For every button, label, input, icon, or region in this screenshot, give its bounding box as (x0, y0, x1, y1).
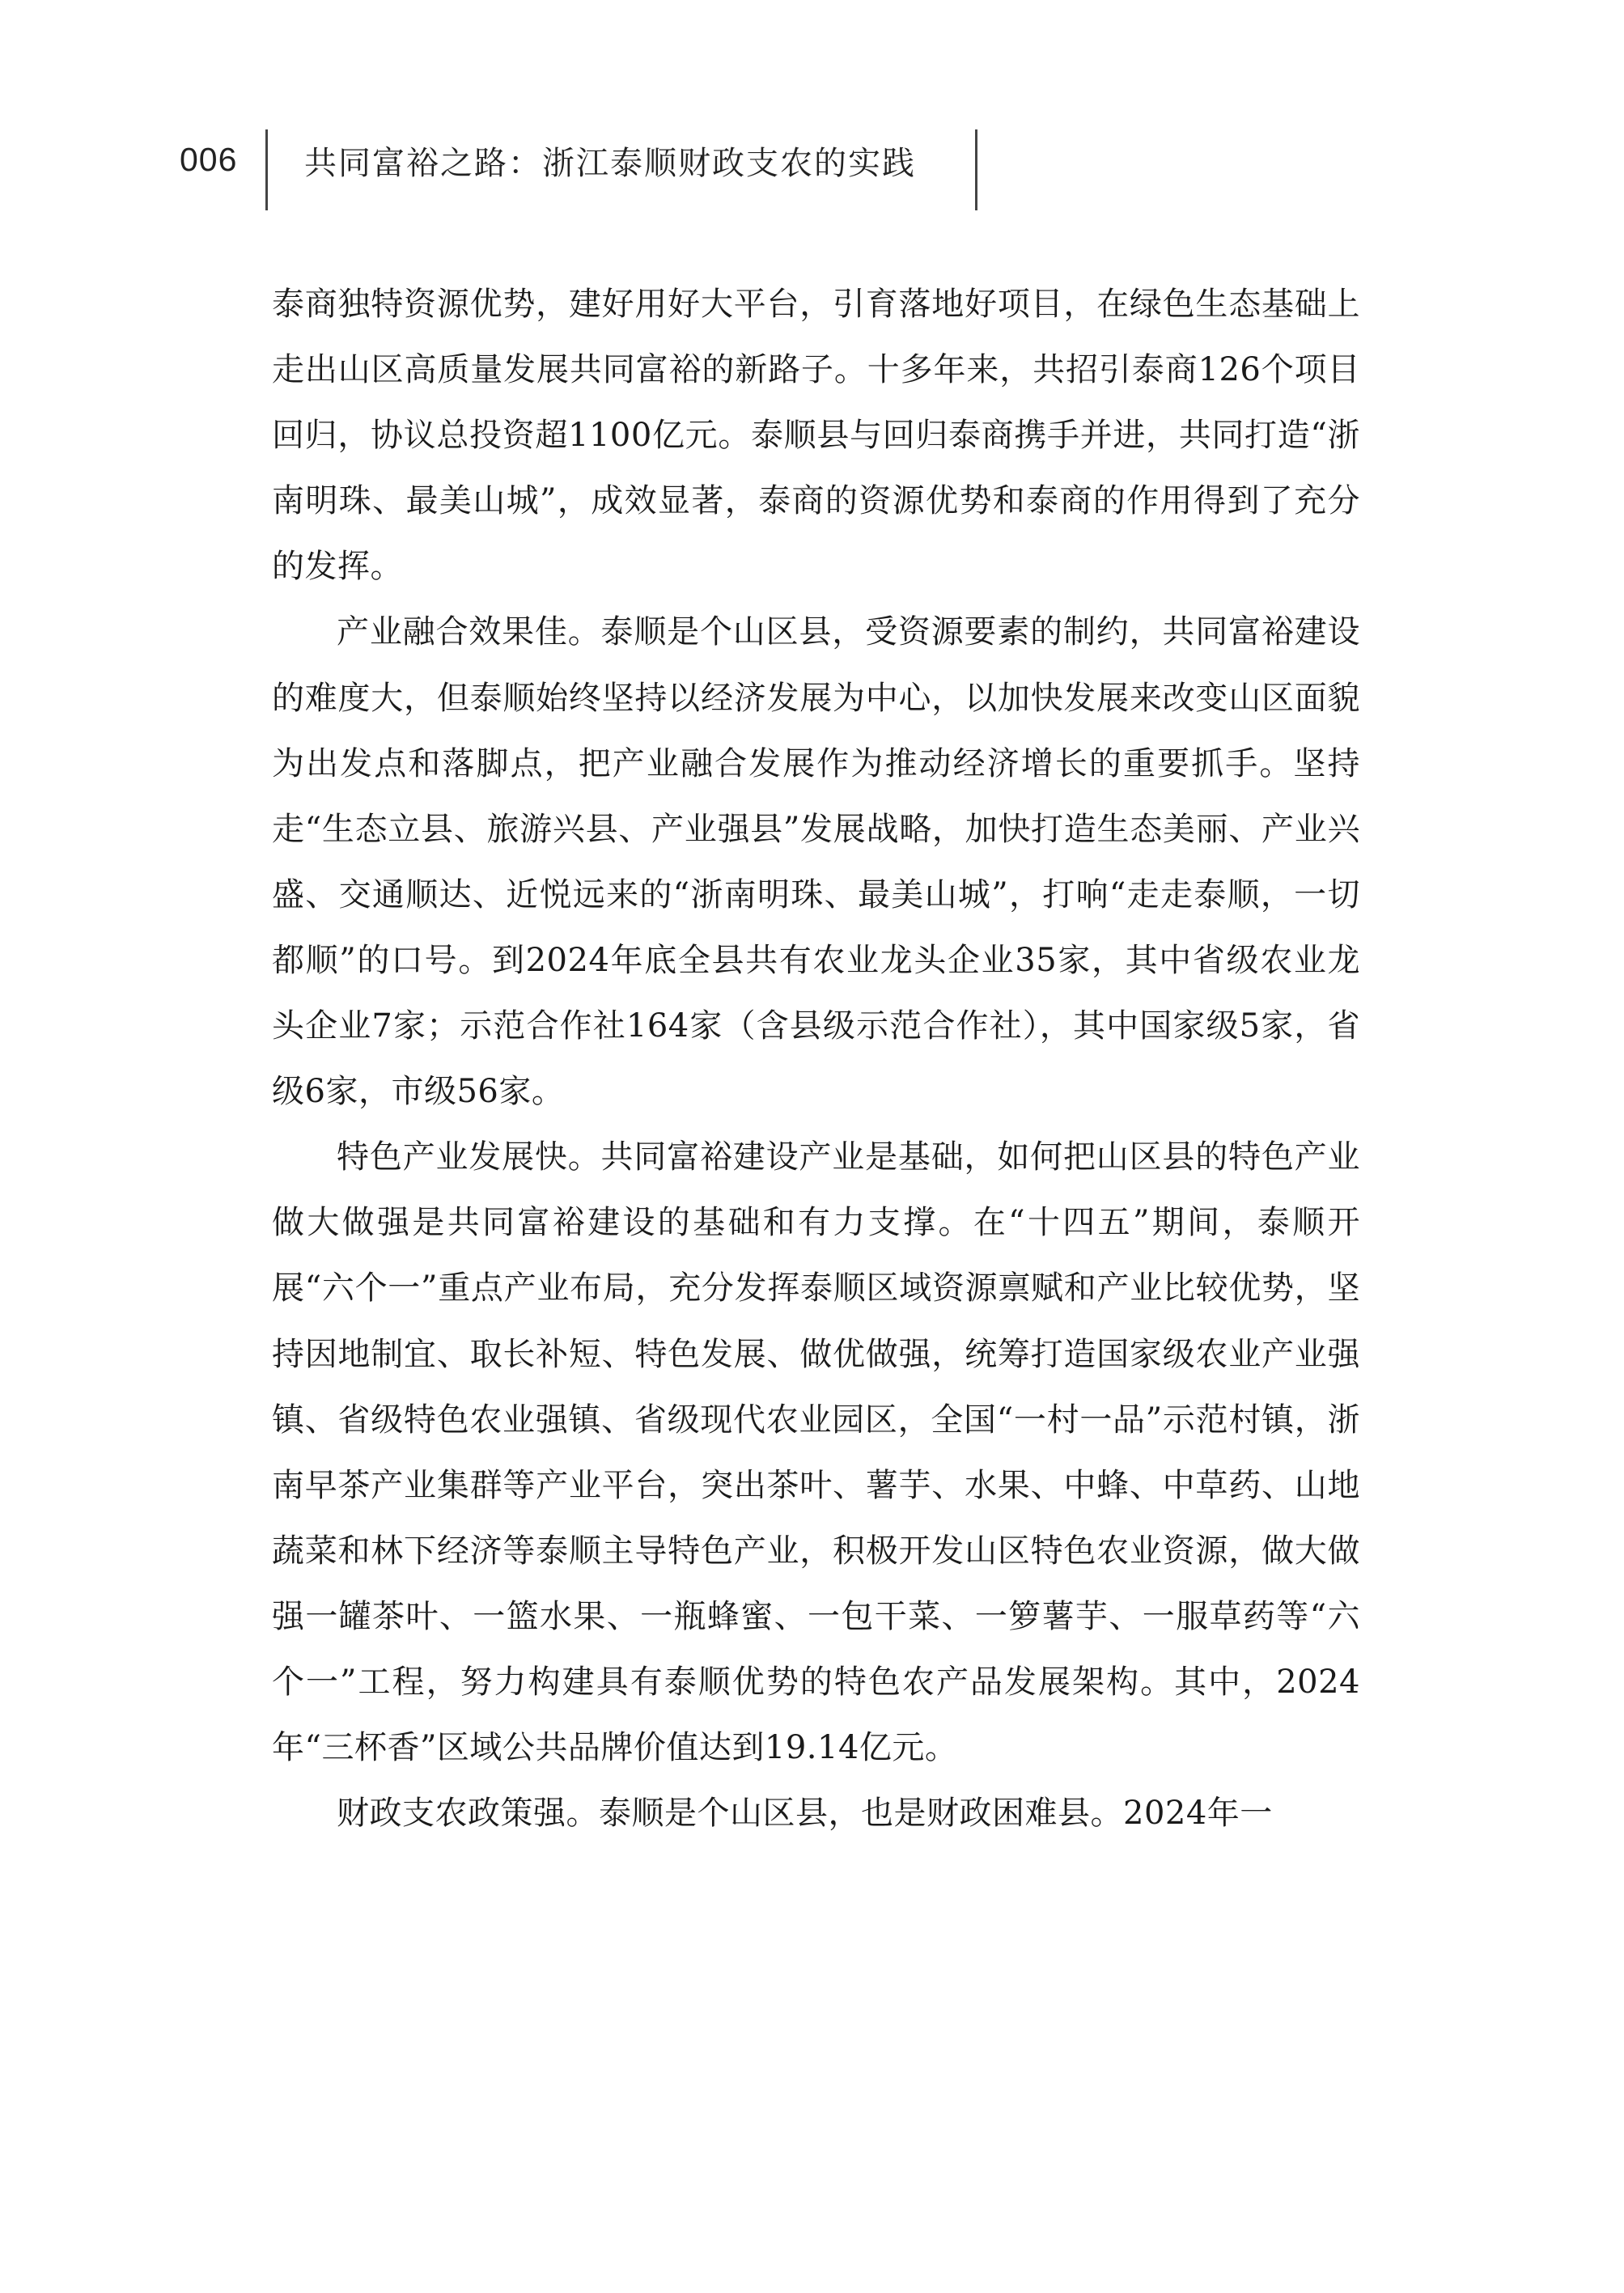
running-head-title: 共同富裕之路：浙江泰顺财政支农的实践 (304, 145, 916, 182)
body-text (272, 272, 1360, 1846)
page-header (0, 129, 1624, 218)
paragraph: 泰商独特资源优势，建好用好大平台，引育落地好项目，在绿色生态基础上走出山区高质量发展共同富裕的新路子。十多年来，共招引泰商126个项目回归，协议总投资超1100亿元。泰顺县与回归泰商携手并进，共同打造“浙南明珠、最美山城”，成效显著，泰商的资源优势和泰商的作用得到了充分的发挥。 (272, 286, 1360, 586)
paragraph: 财政支农政策强。泰顺是个山区县，也是财政困难县。2024年一 (337, 1795, 1273, 1833)
header-divider-left (265, 129, 268, 210)
paragraph: 产业融合效果佳。泰顺是个山区县，受资源要素的制约，共同富裕建设的难度大，但泰顺始终坚持以经济发展为中心，以加快发展来改变山区面貌为出发点和落脚点，把产业融合发展作为推动经济增长的重要抓手。坚持走“生态立县、旅游兴县、产业强县”发展战略，加快打造生态美丽、产业兴盛、交通顺达、近悦远来的“浙南明珠、最美山城”，打响“走走泰顺，一切都顺”的口号。到2024年底全县共有农业龙头企业35家，其中省级农业龙头企业7家；示范合作社164家（含县级示范合作社），其中国家级5家，省级6家，市级56家。 (272, 613, 1360, 1111)
paragraph: 特色产业发展快。共同富裕建设产业是基础，如何把山区县的特色产业做大做强是共同富裕建设的基础和有力支撑。在“十四五”期间，泰顺开展“六个一”重点产业布局，充分发挥泰顺区域资源禀赋和产业比较优势，坚持因地制宜、取长补短、特色发展、做优做强，统筹打造国家级农业产业强镇、省级特色农业强镇、省级现代农业园区，全国“一村一品”示范村镇，浙南早茶产业集群等产业平台，突出茶叶、薯芋、水果、中蜂、中草药、山地蔬菜和林下经济等泰顺主导特色产业，积极开发山区特色农业资源，做大做强一罐茶叶、一篮水果、一瓶蜂蜜、一包干菜、一箩薯芋、一服草药等“六个一”工程，努力构建具有泰顺优势的特色农产品发展架构。其中，2024年“三杯香”区域公共品牌价值达到19.14亿元。 (272, 1138, 1360, 1767)
page-number: 006 (180, 141, 238, 178)
header-divider-right (975, 129, 977, 210)
